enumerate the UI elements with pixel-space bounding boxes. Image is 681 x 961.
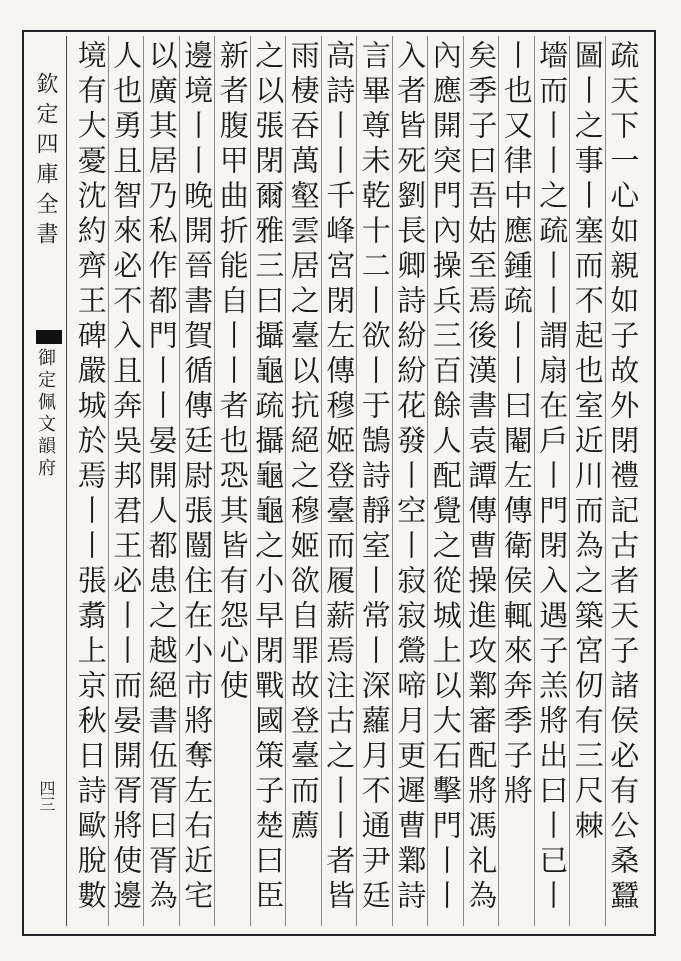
text-column: 高詩丨丨千峰宮閉左傳穆姬登臺而履薪焉注古之丨丨者皆 <box>322 40 357 915</box>
text-column: 境有大憂沈約齊王碑嚴城於焉丨丨張翥上京秋日詩歐脫數 <box>73 40 108 915</box>
column-rule <box>356 36 357 926</box>
column-rule <box>498 36 499 926</box>
text-column: 言畢尊未乾十二丨欲丨于鵠詩靜室丨常丨深蘿月不通尹廷 <box>357 40 392 915</box>
text-column: 丨也又律中應鍾疏丨丨曰閹左傳衛侯輒來奔季子將 <box>499 40 534 810</box>
text-column: 人也勇且智來必不入且奔吳邦君王必丨丨而晏開胥將使邊 <box>109 40 144 915</box>
margin-title: 欽定四庫全書 <box>33 72 58 252</box>
column-rule <box>569 36 570 926</box>
text-column: 之以張閉爾雅三曰攝龜疏攝龜龜之小早閉戰國策子楚曰臣 <box>251 40 286 915</box>
text-column: 邊境丨丨晚開晉書賀循傳廷尉張闓住在小市將奪左右近宅 <box>180 40 215 915</box>
margin-divider <box>66 36 67 926</box>
margin-black-bar <box>36 330 62 344</box>
text-column: 雨棲吞萬壑雲居之臺以抗絕之穆姬欲自罪故登臺而薦 <box>286 40 321 845</box>
column-rule <box>285 36 286 926</box>
text-column: 內應開突門內操兵三百餘人配覺之從城上以大石擊門丨丨 <box>428 40 463 915</box>
text-column: 墻而丨丨之疏丨丨謂扇在戶丨門閉入遇子羔將出曰丨已丨 <box>535 40 570 915</box>
page-number: 四三 <box>37 780 56 812</box>
text-column: 疏天下一心如親如子故外閉禮記古者天子諸侯必有公桑蠶 <box>606 40 641 915</box>
text-column: 圖丨之事丨塞而不起也室近川而為之築宮仞有三尺棘 <box>570 40 605 845</box>
text-column: 以廣其居乃私作都門丨丨晏開人都患之越絕書伍胥曰胥為 <box>144 40 179 915</box>
text-column: 入者皆死劉長卿詩紛紛花發丨空丨寂寂鶯啼月更遲曹鄴詩 <box>393 40 428 915</box>
column-rule <box>427 36 428 926</box>
margin-book-title: 御定佩文韻府 <box>35 348 56 480</box>
column-rule <box>143 36 144 926</box>
text-column: 矣季子曰吾姑至焉後漢書袁譚傳曹操進攻鄴審配將馮礼為 <box>464 40 499 915</box>
column-rule <box>214 36 215 926</box>
text-column: 新者腹甲曲折能自丨丨者也恐其皆有怨心使 <box>215 40 250 705</box>
margin-strip <box>30 40 66 900</box>
